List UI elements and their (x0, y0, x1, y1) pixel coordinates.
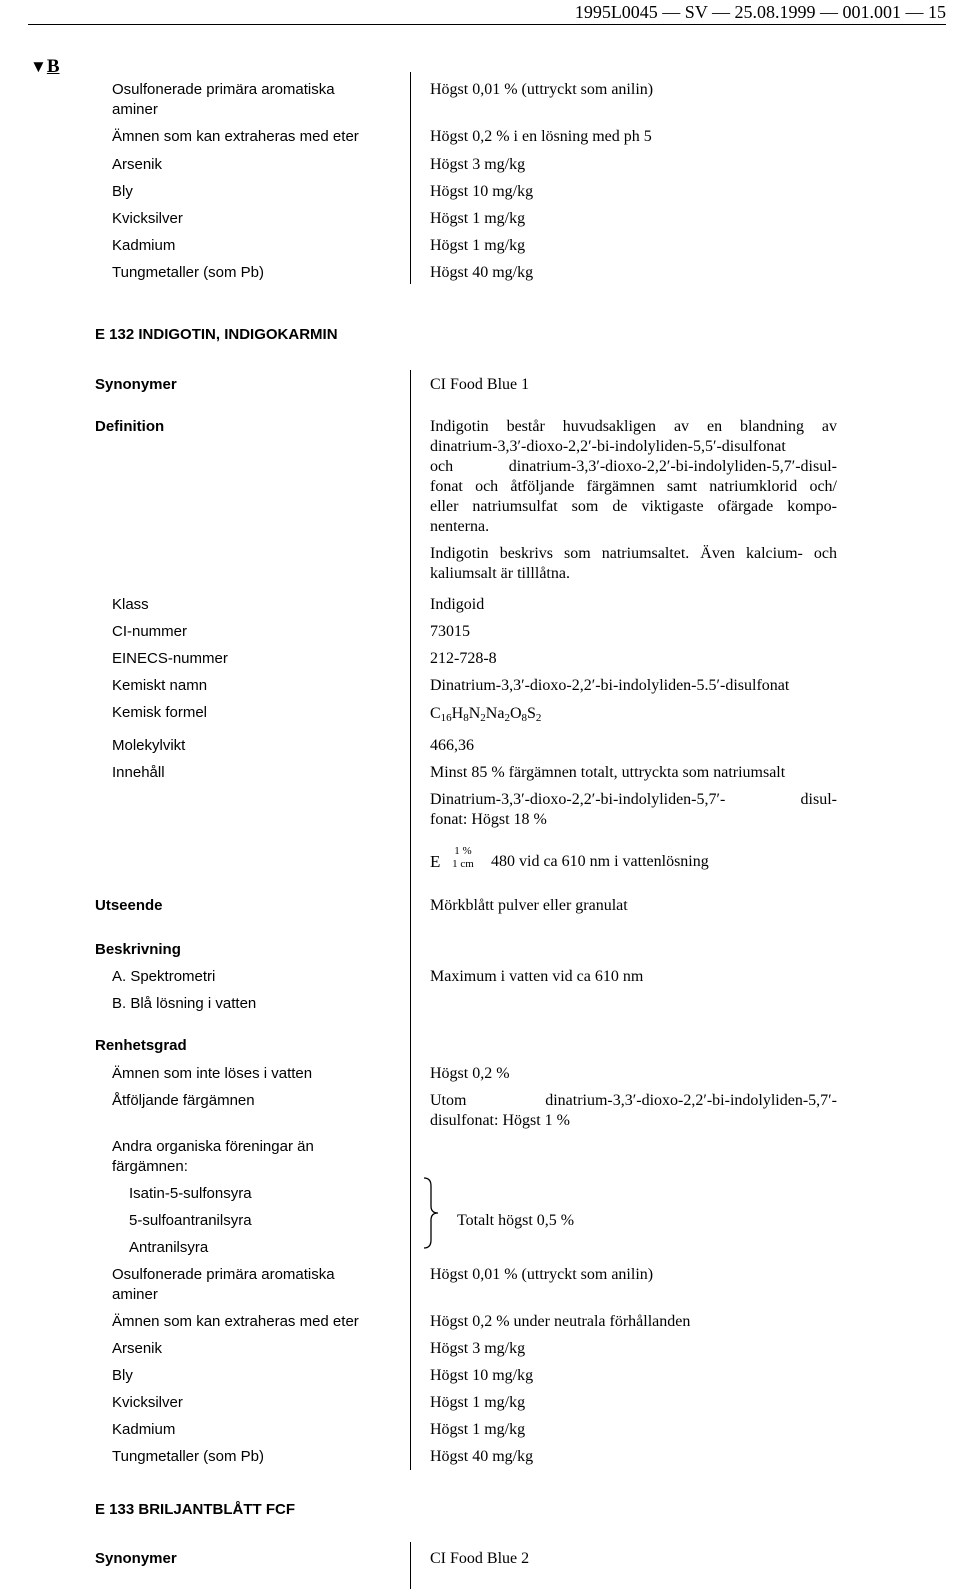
definition-line: eller natriumsulfat som de viktigaste ofärgade kompo- (430, 498, 837, 515)
header-rule (28, 24, 946, 25)
definition-line: Indigotin beskrivs som natriumsaltet. Även kalcium- och (430, 545, 837, 562)
renhet-row-label: Ämnen som kan extraheras med eter (112, 1313, 359, 1330)
formula-subscript: 2 (535, 712, 542, 724)
e-symbol: E (430, 852, 441, 871)
renhet-row-label: Kadmium (112, 1421, 176, 1438)
definition-line: Indigotin består huvudsakligen av en blandning av (430, 418, 837, 435)
kemiskt-namn-label: Kemiskt namn (112, 677, 208, 694)
innehall-line: Minst 85 % färgämnen totalt, uttryckta som natriumsalt (430, 764, 786, 781)
synonymer-value: CI Food Blue 1 (430, 376, 530, 393)
formula-element: N (468, 705, 481, 722)
prev-row-value: Högst 40 mg/kg (430, 264, 534, 281)
beskrivning-item-a: A. Spektrometri (112, 968, 216, 985)
formula-element: H (451, 705, 464, 722)
e133-synonymer-value: CI Food Blue 2 (430, 1550, 530, 1567)
sub-item: Isatin-5-sulfonsyra (129, 1185, 252, 1202)
definition-line: nenterna. (430, 518, 490, 535)
atfoljande-line-1: Utom dinatrium-3,3′-dioxo-2,2′-bi-indolyliden-5,7′- (430, 1092, 837, 1109)
klass-value: Indigoid (430, 596, 485, 613)
sub-item: Antranilsyra (129, 1239, 209, 1256)
prev-row-value: Högst 3 mg/kg (430, 156, 526, 173)
prev-row-value: Högst 10 mg/kg (430, 183, 534, 200)
prev-row-label: Ämnen som kan extraheras med eter (112, 128, 359, 145)
kemisk-formel-label: Kemisk formel (112, 704, 208, 721)
renhet-olosliga-value: Högst 0,2 % (430, 1065, 510, 1082)
e133-synonymer-label: Synonymer (95, 1550, 177, 1567)
einecs-value: 212-728-8 (430, 650, 497, 667)
prev-row-value: Högst 0,01 % (uttryckt som anilin) (430, 81, 654, 98)
prev-row-label: Tungmetaller (som Pb) (112, 264, 264, 281)
definition-line: dinatrium-3,3′-dioxo-2,2′-bi-indolyliden-5,5′-disulfonat (430, 438, 786, 455)
molekylvikt-value: 466,36 (430, 737, 474, 754)
beskrivning-item-a-value: Maximum i vatten vid ca 610 nm (430, 968, 644, 985)
formula-element: S (527, 705, 536, 722)
formula-subscript: 16 (440, 712, 452, 724)
section-title-e132: E 132 INDIGOTIN, INDIGOKARMIN (95, 326, 338, 343)
e-value: 480 vid ca 610 nm i vattenlösning (491, 853, 709, 870)
prev-row-value: Högst 0,2 % i en lösning med ph 5 (430, 128, 652, 145)
renhet-row-label: Bly (112, 1367, 133, 1384)
ci-nummer-value: 73015 (430, 623, 470, 640)
ci-nummer-label: CI-nummer (112, 623, 188, 640)
prev-row-label: Kvicksilver (112, 210, 183, 227)
e132-column-divider (410, 370, 411, 1470)
andra-org-line: Andra organiska föreningar än (112, 1138, 314, 1155)
formula-subscript: 2 (504, 712, 510, 724)
marker-label: B (46, 56, 60, 77)
header-text: 1995L0045 — SV — 25.08.1999 — 001.001 — 15 (574, 2, 946, 22)
renhet-row-value: Högst 0,2 % under neutrala förhållanden (430, 1313, 691, 1330)
renhet-row-label: Kvicksilver (112, 1394, 183, 1411)
right-brace-icon (422, 1176, 442, 1250)
definition-line: fonat och åtföljande färgämnen samt natriumklorid och/ (430, 478, 837, 495)
klass-label: Klass (112, 596, 149, 613)
prev-row-value: Högst 1 mg/kg (430, 210, 526, 227)
molekylvikt-label: Molekylvikt (112, 737, 186, 754)
sub-item: 5-sulfoantranilsyra (129, 1212, 252, 1229)
prev-row-label: Kadmium (112, 237, 176, 254)
prev-row-value: Högst 1 mg/kg (430, 237, 526, 254)
atfoljande-line-2: disulfonat: Högst 1 % (430, 1112, 570, 1129)
formula-subscript: 8 (463, 712, 469, 724)
formula-subscript: 2 (480, 712, 486, 724)
renhet-atfoljande-value (430, 1091, 837, 1131)
kemisk-formel-value (430, 704, 541, 724)
innehall-line-2: Dinatrium-3,3′-dioxo-2,2′-bi-indolyliden-5,7′- disul- (430, 791, 837, 808)
renhet-row-value: Högst 40 mg/kg (430, 1448, 534, 1465)
renhet-row-value: Högst 3 mg/kg (430, 1340, 526, 1357)
renhet-row-label: Osulfonerade primära aromatiska aminer (112, 1266, 335, 1303)
e-superscript: 1 % (454, 845, 472, 857)
andra-org-line: färgämnen: (112, 1158, 188, 1175)
section-title-e133: E 133 BRILJANTBLÅTT FCF (95, 1501, 296, 1518)
renhet-row-value: Högst 0,01 % (uttryckt som anilin) (430, 1266, 654, 1283)
prev-row-label: Bly (112, 183, 133, 200)
innehall-line: fonat: Högst 18 % (430, 811, 547, 828)
triangle-icon: ▼ (30, 57, 47, 76)
prev-row-label: Arsenik (112, 156, 163, 173)
amendment-marker (30, 56, 60, 78)
einecs-label: EINECS-nummer (112, 650, 228, 667)
e133-column-divider (410, 1542, 411, 1589)
formula-element: Na (485, 705, 505, 722)
prev-row-label: Osulfonerade primära aromatiska aminer (112, 81, 335, 118)
formula-element: C (430, 705, 441, 722)
utseende-label: Utseende (95, 897, 163, 914)
column-divider (410, 72, 411, 284)
definition-line: kaliumsalt är tilllåtna. (430, 565, 570, 582)
renhet-row-label: Tungmetaller (som Pb) (112, 1448, 264, 1465)
beskrivning-item-b: B. Blå lösning i vatten (112, 995, 257, 1012)
renhet-row-value: Högst 1 mg/kg (430, 1421, 526, 1438)
kemiskt-namn-value: Dinatrium-3,3′-dioxo-2,2′-bi-indolyliden-5.5′-disulfonat (430, 677, 790, 694)
formula-element: O (509, 705, 522, 722)
renhet-row-value: Högst 10 mg/kg (430, 1367, 534, 1384)
page-header (0, 0, 960, 26)
definition-text (430, 417, 837, 584)
renhet-row-value: Högst 1 mg/kg (430, 1394, 526, 1411)
renhetsgrad-label: Renhetsgrad (95, 1037, 187, 1054)
renhet-row-label: Arsenik (112, 1340, 163, 1357)
renhet-olosliga-label: Ämnen som inte löses i vatten (112, 1065, 313, 1082)
innehall-label: Innehåll (112, 764, 165, 781)
beskrivning-label: Beskrivning (95, 941, 181, 958)
e-subscript: 1 cm (452, 858, 474, 870)
formula-subscript: 8 (521, 712, 528, 724)
utseende-value: Mörkblått pulver eller granulat (430, 897, 628, 914)
innehall-line (430, 790, 837, 810)
renhet-atfoljande-label: Åtföljande färgämnen (112, 1092, 255, 1109)
definition-line: och dinatrium-3,3′-dioxo-2,2′-bi-indolyliden-5,7′-disul- (430, 458, 837, 475)
definition-label: Definition (95, 418, 165, 435)
sub-total: Totalt högst 0,5 % (457, 1212, 575, 1229)
synonymer-label: Synonymer (95, 376, 177, 393)
